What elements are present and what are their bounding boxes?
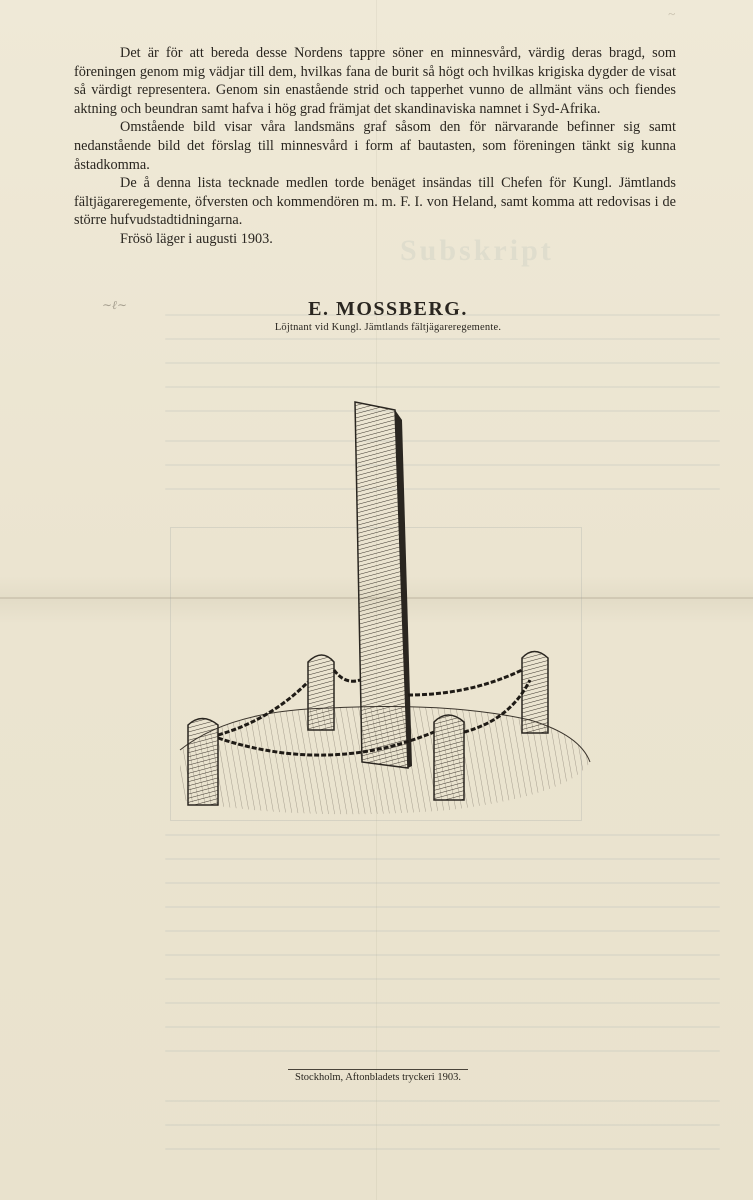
bleed-through-line — [165, 1050, 720, 1052]
bleed-through-line — [165, 362, 720, 364]
archive-pencil-mark: ~ — [668, 6, 676, 21]
bleed-through-line — [165, 1002, 720, 1004]
handwritten-scribble: ∼ℓ∼ — [102, 298, 128, 312]
bleed-through-line — [165, 930, 720, 932]
chain-back-left-stone — [334, 670, 360, 681]
bleed-through-line — [165, 1026, 720, 1028]
chain-stone-back-right — [408, 670, 522, 695]
bleed-through-line — [165, 386, 720, 388]
place-date-line: Frösö läger i augusti 1903. — [120, 230, 273, 247]
bleed-through-line — [165, 978, 720, 980]
bleed-through-line — [165, 858, 720, 860]
bleed-through-line — [165, 906, 720, 908]
post-front-right — [434, 715, 464, 800]
letter-paragraph: Det är för att bereda desse Nordens tappre söner en minnesvård, värdig deras bragd, som föreningen genom mig vädjar till dem, hvilkas fana de burit så högt och hvilkas krigiska dygder de visat så värdigt representera. Genom sin enastående strid och tapperhet vunno de allmänt väns och fiendes aktning och beundran samt hafva i hög grad främjat det skandinaviska namnet i Syd-Afrika. — [74, 45, 676, 117]
printer-imprint: Stockholm, Aftonbladets tryckeri 1903. — [288, 1069, 468, 1083]
bleed-through-line — [165, 338, 720, 340]
post-back-right — [522, 652, 548, 734]
bleed-through-line — [165, 1100, 720, 1102]
bleed-through-line — [165, 1124, 720, 1126]
bleed-through-line — [165, 1148, 720, 1150]
letter-paragraph: De å denna lista tecknade medlen torde benäget insändas till Chefen för Kungl. Jämtlands fältjägareregemente, öfversten och kommendören m. m. F. I. von Heland, samt komma att redovisas i de större hufvudstadtidningarna. — [74, 175, 676, 229]
bleed-through-heading: Subskript — [400, 234, 554, 267]
signatory-title: Löjtnant vid Kungl. Jämtlands fältjägareregemente. — [274, 322, 502, 333]
letter-body — [74, 44, 676, 249]
bleed-through-line — [165, 882, 720, 884]
bleed-through-line — [165, 954, 720, 956]
letter-paragraph: Omstående bild visar våra landsmäns graf såsom den för närvarande befinner sig samt nedanstående bild det förslag till minnesvård i form af bautasten, som föreningen tänkt sig kunna åstadkomma. — [74, 119, 676, 173]
signatory-name: E. MOSSBERG. — [308, 298, 468, 320]
memorial-stone-illustration — [150, 390, 600, 830]
post-back-left — [308, 655, 334, 730]
post-front-left — [188, 719, 218, 806]
bleed-through-line — [165, 834, 720, 836]
